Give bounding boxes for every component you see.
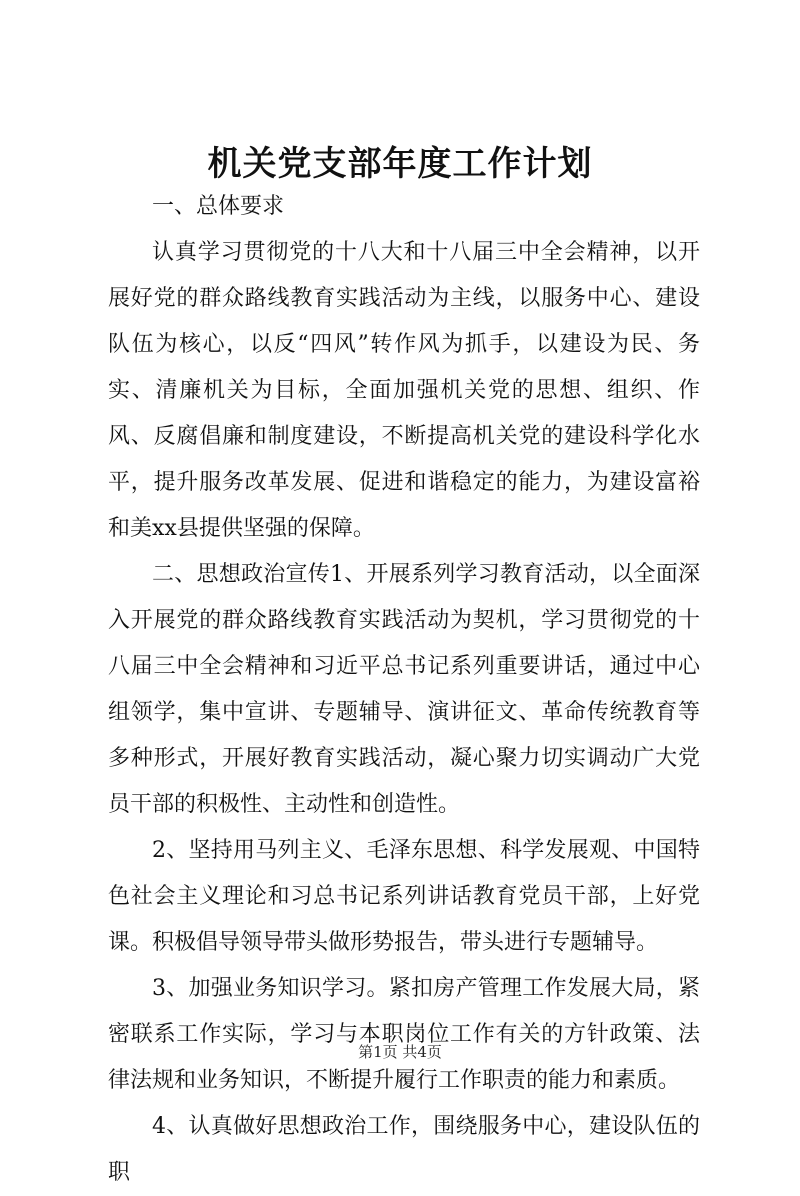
paragraph-item-4: 4、认真做好思想政治工作，围绕服务中心，建设队伍的职 bbox=[108, 1114, 700, 1185]
document-title: 机关党支部年度工作计划 bbox=[207, 144, 593, 184]
page-number-footer: 第1页 共4页 bbox=[358, 1043, 442, 1061]
section-heading-general-requirements: 一、总体要求 bbox=[152, 194, 285, 219]
paragraph-item-2: 2、坚持用马列主义、毛泽东思想、科学发展观、中国特色社会主义理论和习总书记系列讲话教育党员干部，上好党课。积极倡导领导带头做形势报告，带头进行专题辅导。 bbox=[108, 838, 700, 955]
paragraph-general-requirements: 认真学习贯彻党的十八大和十八届三中全会精神，以开展好党的群众路线教育实践活动为主线，以服务中心、建设队伍为核心，以反“四风”转作风为抓手，以建设为民、务实、清廉机关为目标，全面加强机关党的思想、组织、作风、反腐倡廉和制度建设，不断提高机关党的建设科学化水平，提升服务改革发展、促进和谐稳定的能力，为建设富裕和美xx县提供坚强的保障。 bbox=[108, 240, 700, 541]
paragraph-ideological-publicity: 二、思想政治宣传1、开展系列学习教育活动，以全面深入开展党的群众路线教育实践活动为契机，学习贯彻党的十八届三中全会精神和习近平总书记系列重要讲话，通过中心组领学，集中宣讲、专题辅导、演讲征文、革命传统教育等多种形式，开展好教育实践活动，凝心聚力切实调动广大党员干部的积极性、主动性和创造性。 bbox=[108, 562, 700, 817]
paragraph-item-3: 3、加强业务知识学习。紧扣房产管理工作发展大局，紧密联系工作实际，学习与本职岗位工作有关的方针政策、法律法规和业务知识，不断提升履行工作职责的能力和素质。 bbox=[108, 976, 700, 1093]
